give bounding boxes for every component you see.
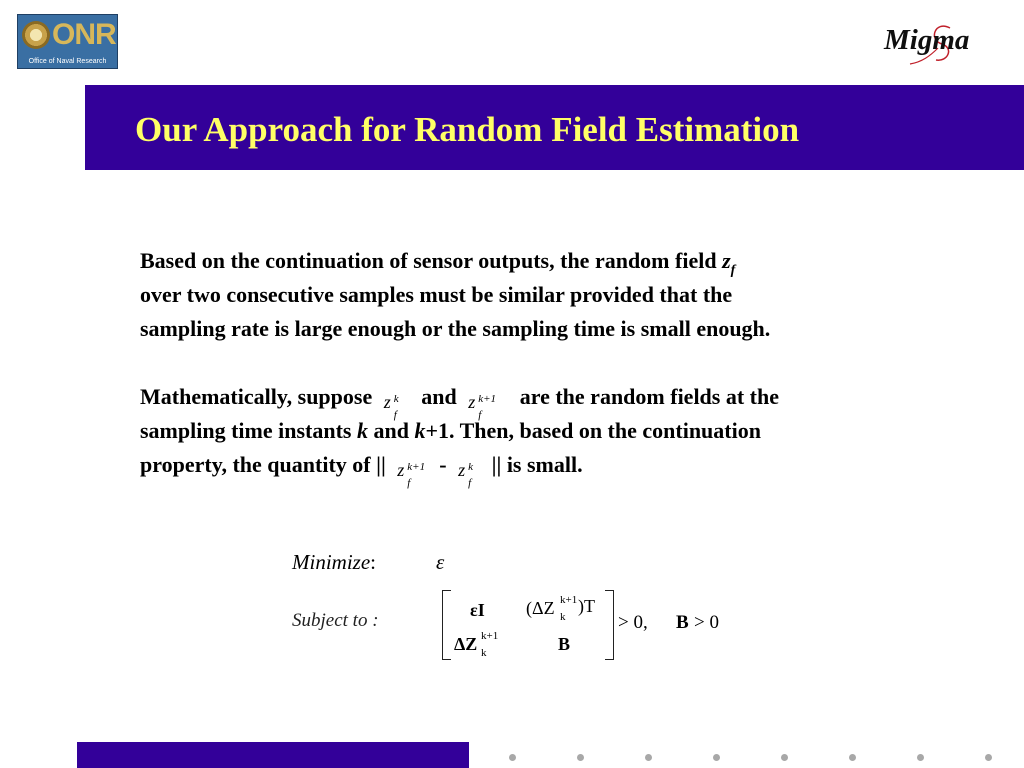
math-z-f-k-norm: z k f xyxy=(458,459,474,489)
matrix-right-bracket xyxy=(605,590,614,660)
navy-seal-icon xyxy=(22,21,50,49)
matrix-cell-22: B xyxy=(558,634,571,654)
footer-dot xyxy=(577,754,584,761)
p2-l1b: and xyxy=(421,384,457,409)
p2-l3c: || is small. xyxy=(491,452,583,477)
migma-logo xyxy=(880,18,1005,66)
matrix-left-bracket xyxy=(442,590,451,660)
footer-dot xyxy=(645,754,652,761)
onr-logo-caption: Office of Naval Research xyxy=(28,58,107,65)
p1-var-f: f xyxy=(730,263,736,278)
math-z-f-k1-norm: z k+1 f xyxy=(397,459,426,489)
onr-logo-letters: ONR xyxy=(52,18,116,51)
math-z-f-k1: z k+1 f xyxy=(468,391,497,421)
p1-line1: Based on the continuation of sensor outputs, the random field xyxy=(140,248,723,273)
optimization-equation xyxy=(292,548,752,668)
title-banner xyxy=(85,85,1024,170)
footer-bar xyxy=(77,742,469,768)
inequality-1: > 0, xyxy=(618,612,648,633)
p2-l2-k2: k xyxy=(414,418,426,443)
migma-logo-text: Migma xyxy=(884,24,970,56)
math-z-f-k: z k f xyxy=(383,391,399,421)
matrix-cell-12: (ΔZ k+1 k )T xyxy=(526,594,595,623)
footer-dot xyxy=(849,754,856,761)
p2-l1c: are the random fields at the xyxy=(519,384,780,409)
inequality-2: > 0 xyxy=(694,612,719,633)
footer-dot xyxy=(985,754,992,761)
matrix-cell-21: ΔZ k+1 k xyxy=(454,630,499,659)
footer-dot xyxy=(713,754,720,761)
paragraph-1 xyxy=(140,244,770,346)
minimize-label: Minimize: xyxy=(292,550,376,574)
subject-to-label: Subject to : xyxy=(292,610,379,631)
onr-logo xyxy=(17,14,118,69)
slide-title: Our Approach for Random Field Estimation xyxy=(135,110,800,149)
p2-l2b: and xyxy=(367,418,415,443)
footer-dot xyxy=(917,754,924,761)
inequality-2-var: B xyxy=(676,612,689,633)
p2-l3a: property, the quantity of || xyxy=(140,452,386,477)
matrix-cell-11: εI xyxy=(470,600,485,620)
p2-l2c: +1. Then, based on the continuation xyxy=(425,418,761,443)
footer-dot xyxy=(509,754,516,761)
p1-line2: over two consecutive samples must be similar provided that the xyxy=(140,282,733,307)
p2-l1a: Mathematically, suppose xyxy=(140,384,373,409)
p2-l2-k: k xyxy=(356,418,368,443)
footer-dot xyxy=(781,754,788,761)
p1-line3: sampling rate is large enough or the sampling time is small enough. xyxy=(140,316,771,341)
p2-l2a: sampling time instants xyxy=(140,418,357,443)
epsilon-symbol: ε xyxy=(436,550,445,574)
p1-var-z: z xyxy=(722,248,731,273)
paragraph-2 xyxy=(140,380,780,489)
p2-l3b: - xyxy=(439,452,447,477)
